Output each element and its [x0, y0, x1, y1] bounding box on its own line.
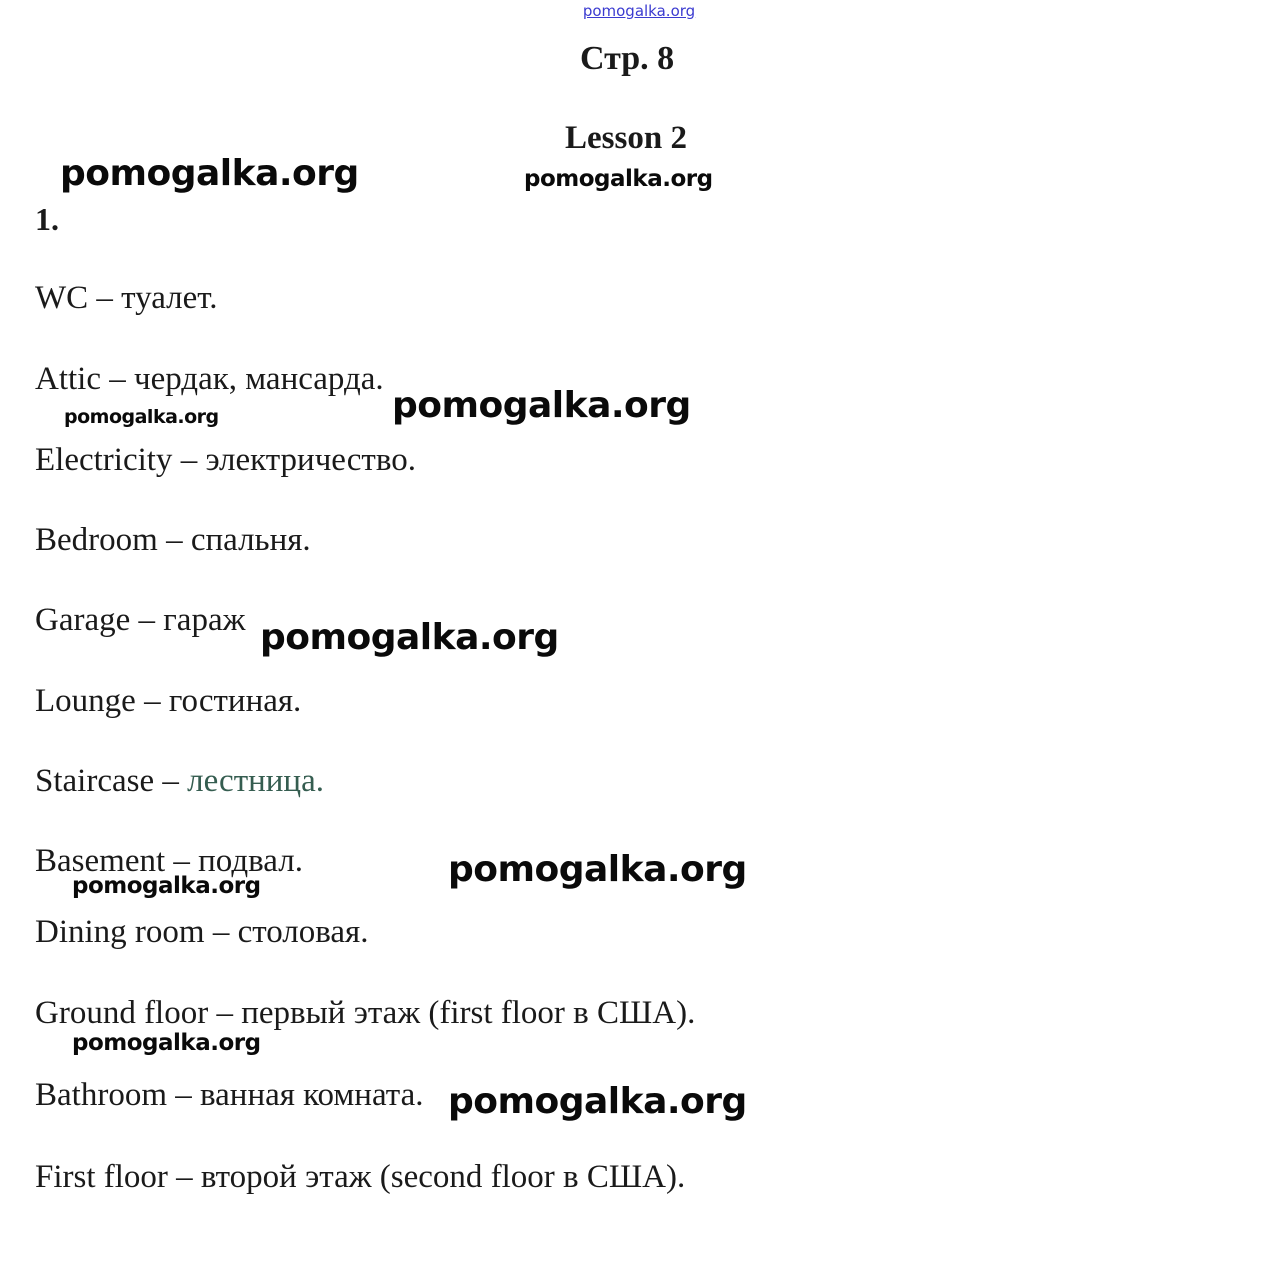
vocab-term: WC: [35, 280, 89, 316]
site-link[interactable]: pomogalka.org: [582, 2, 696, 20]
watermark: pomogalka.org: [448, 849, 747, 890]
vocab-item-wc: [35, 282, 217, 315]
vocab-item-staircase: [35, 765, 324, 798]
vocab-term: Electricity: [35, 442, 173, 478]
vocab-term: Bedroom: [35, 522, 158, 558]
vocab-term: First floor: [35, 1159, 168, 1195]
vocab-term: Attic: [35, 361, 101, 397]
vocab-term: Basement: [35, 843, 166, 879]
vocab-item-bathroom: [35, 1079, 423, 1112]
lesson-title: Lesson 2: [565, 120, 687, 156]
vocab-item-attic: [35, 363, 384, 396]
vocab-separator: –: [208, 995, 242, 1031]
watermark: pomogalka.org: [64, 406, 219, 428]
exercise-number: 1.: [35, 201, 59, 237]
vocab-translation: лестница.: [187, 763, 324, 799]
vocab-separator: –: [165, 843, 199, 879]
vocab-translation: первый этаж (first floor в США).: [241, 995, 696, 1031]
vocab-term: Staircase: [35, 763, 155, 799]
page-title: Стр. 8: [580, 40, 675, 77]
vocab-separator: –: [204, 914, 238, 950]
vocab-translation: гараж: [163, 602, 246, 638]
vocab-item-ground-floor: [35, 997, 695, 1030]
watermark: pomogalka.org: [448, 1081, 747, 1122]
watermark: pomogalka.org: [260, 617, 559, 658]
vocab-item-dining-room: [35, 916, 368, 949]
vocab-term: Dining room: [35, 914, 205, 950]
vocab-translation: подвал.: [198, 843, 303, 879]
vocab-separator: –: [154, 763, 188, 799]
vocab-term: Ground floor: [35, 995, 209, 1031]
vocab-translation: электричество.: [205, 442, 416, 478]
vocab-term: Garage: [35, 602, 131, 638]
vocab-item-bedroom: [35, 524, 311, 557]
vocab-translation: спальня.: [190, 522, 311, 558]
watermark: pomogalka.org: [60, 153, 359, 194]
vocab-item-garage: [35, 604, 245, 637]
vocab-translation: туалет.: [121, 280, 218, 316]
vocab-separator: –: [172, 442, 206, 478]
vocab-translation: столовая.: [237, 914, 369, 950]
vocab-item-lounge: [35, 685, 301, 718]
vocab-term: Bathroom: [35, 1077, 167, 1113]
vocab-item-electricity: [35, 444, 416, 477]
vocab-separator: –: [135, 683, 169, 719]
vocab-translation: гостиная.: [168, 683, 302, 719]
watermark: pomogalka.org: [72, 873, 261, 899]
vocab-term: Lounge: [35, 683, 136, 719]
watermark: pomogalka.org: [72, 1030, 261, 1056]
vocab-item-first-floor: [35, 1161, 685, 1194]
vocab-translation: чердак, мансарда.: [133, 361, 384, 397]
vocab-separator: –: [130, 602, 164, 638]
vocab-translation: второй этаж (second floor в США).: [200, 1159, 686, 1195]
watermark: pomogalka.org: [392, 385, 691, 426]
watermark: pomogalka.org: [524, 166, 713, 192]
vocab-separator: –: [167, 1159, 201, 1195]
vocab-separator: –: [88, 280, 122, 316]
vocab-separator: –: [166, 1077, 200, 1113]
vocab-separator: –: [157, 522, 191, 558]
vocab-separator: –: [100, 361, 134, 397]
vocab-translation: ванная комната.: [199, 1077, 424, 1113]
